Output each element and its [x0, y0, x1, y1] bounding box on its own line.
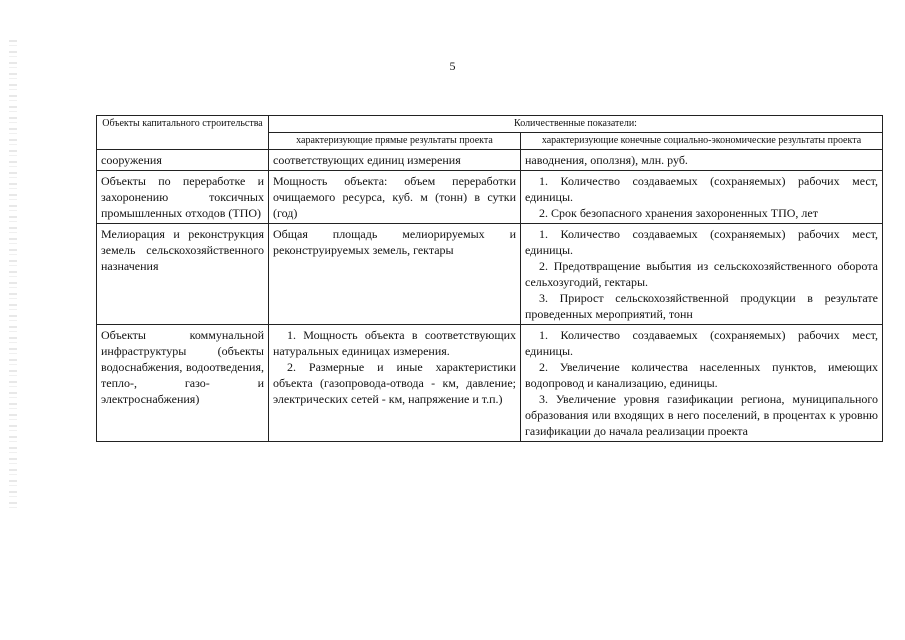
final-cell	[521, 150, 883, 171]
table-row	[97, 150, 883, 171]
final-item: 1. Количество создаваемых (сохраняемых) рабочих мест, единицы.	[525, 174, 878, 204]
header-objects: Объекты капитального строительства	[97, 116, 269, 150]
table-row	[97, 325, 883, 442]
direct-item: 2. Размерные и иные характеристики объекта (газопровода-отвода - км, давление; электрических сетей - км, напряжение и т.п.)	[273, 360, 516, 406]
table-row	[97, 224, 883, 325]
object-cell: Мелиорация и реконструкция земель сельскохозяйственного назначения	[97, 224, 269, 325]
object-cell: Объекты коммунальной инфраструктуры (объекты водоснабжения, водоотведения, тепло-, газо- и электроснабжения)	[97, 325, 269, 442]
final-item: 1. Количество создаваемых (сохраняемых) рабочих мест, единицы.	[525, 328, 878, 358]
final-cell	[521, 224, 883, 325]
final-item: 1. Количество создаваемых (сохраняемых) рабочих мест, единицы.	[525, 227, 878, 257]
final-cell	[521, 325, 883, 442]
final-item: 3. Увеличение уровня газификации региона, муниципального образования или входящих в него поселений, в процентах к уровню газификации до начала реализации проекта	[525, 392, 878, 438]
final-item: 3. Прирост сельскохозяйственной продукции в результате проведенных мероприятий, тонн	[525, 291, 878, 321]
direct-cell	[269, 150, 521, 171]
direct-cell	[269, 325, 521, 442]
scan-edge-artifact	[9, 40, 17, 510]
final-cell	[521, 171, 883, 224]
final-item: 2. Увеличение количества населенных пунктов, имеющих водопровод и канализацию, единицы.	[525, 360, 878, 390]
final-item: 2. Предотвращение выбытия из сельскохозяйственного оборота сельхозугодий, гектары.	[525, 259, 878, 289]
direct-item: Мощность объекта: объем переработки очищаемого ресурса, куб. м (тонн) в сутки (год)	[273, 174, 516, 220]
direct-item: соответствующих единиц измерения	[273, 153, 461, 167]
direct-cell	[269, 171, 521, 224]
direct-item: Общая площадь мелиорируемых и реконструируемых земель, гектары	[273, 227, 516, 257]
header-quantitative: Количественные показатели:	[269, 116, 883, 133]
direct-item: 1. Мощность объекта в соответствующих натуральных единицах измерения.	[273, 328, 516, 358]
header-final-results: характеризующие конечные социально-экономические результаты проекта	[521, 133, 883, 150]
table-row	[97, 171, 883, 224]
header-direct-results: характеризующие прямые результаты проекта	[269, 133, 521, 150]
direct-cell	[269, 224, 521, 325]
final-item: наводнения, оползня), млн. руб.	[525, 153, 688, 167]
page-number: 5	[449, 59, 456, 73]
indicators-table	[96, 115, 883, 442]
object-cell: сооружения	[97, 150, 269, 171]
table-header-row	[97, 116, 883, 133]
final-item: 2. Срок безопасного хранения захороненных ТПО, лет	[539, 206, 818, 220]
object-cell: Объекты по переработке и захоронению токсичных промышленных отходов (ТПО)	[97, 171, 269, 224]
